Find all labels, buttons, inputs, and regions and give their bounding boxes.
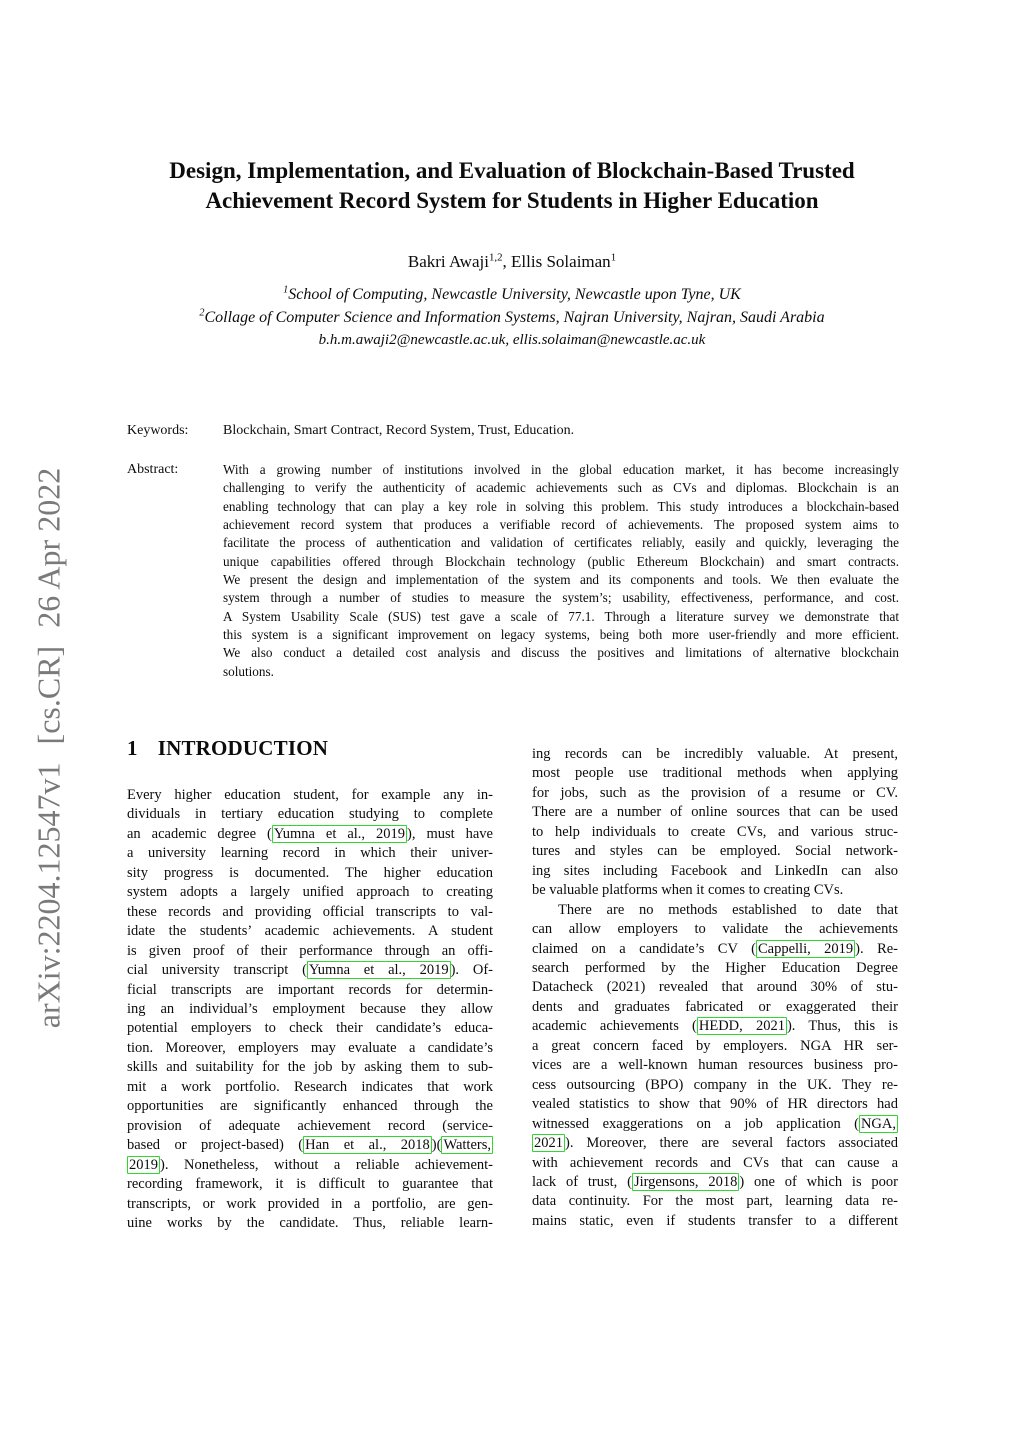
text-line: can allow employers to validate the achievements: [532, 921, 898, 938]
citation-link[interactable]: NGA,: [860, 1115, 896, 1132]
arxiv-category: [cs.CR]: [30, 645, 67, 745]
text-line: vealed statistics to show that 90% of HR directors had: [532, 1096, 898, 1113]
citation-link[interactable]: Cappelli, 2019: [757, 940, 854, 957]
text-line: system through a number of studies to measure the system’s; usability, effectiveness, performance, and cost.: [223, 590, 899, 606]
citation-link[interactable]: Watters,: [443, 1137, 491, 1154]
text-line: uine works by the candidate. Thus, reliable learn-: [127, 1214, 493, 1231]
text-line: tion. Moreover, employers may evaluate a candidate’s: [127, 1039, 493, 1056]
column-left: [127, 786, 493, 1233]
text-line: We present the design and implementation of the system and its components and tools. We then evaluate the: [223, 572, 899, 588]
text-line: solutions.: [223, 663, 274, 679]
text-line: There are no methods established to date that: [558, 901, 898, 918]
text-line: 2021 ). Moreover, there are several factors associated: [534, 1135, 898, 1152]
text-line: ing sites including Facebook and LinkedIn can also: [532, 862, 898, 879]
text-line: 2019 ). Nonetheless, without a reliable achievement-: [129, 1156, 493, 1173]
text-line: transcripts, or work provided in a portfolio, are gen-: [127, 1195, 493, 1212]
text-line: tures and styles can be employed. Social network-: [532, 843, 898, 860]
text-line: witnessed exaggerations on a job application ( NGA,: [532, 1115, 896, 1132]
text-line: ficial transcripts are important records for determin-: [127, 981, 493, 998]
text-line: sity progress is documented. The higher education: [127, 864, 493, 881]
affiliation-2: $^2$Collage of Computer Science and Information Systems, Najran University, Najran, Saudi Arabia: [199, 307, 825, 326]
text-line: provision of adequate achievement record (service-: [127, 1117, 493, 1134]
text-line: is given proof of their performance through an offi-: [127, 942, 493, 959]
text-line: mit a work portfolio. Research indicates that work: [127, 1078, 493, 1095]
paper-title-line-1: Design, Implementation, and Evaluation of Blockchain-Based Trusted: [169, 158, 855, 183]
citation-link[interactable]: Yumna et al., 2019: [308, 962, 449, 979]
abstract-label: Abstract:: [127, 462, 179, 477]
citation-link[interactable]: HEDD, 2021: [698, 1018, 785, 1035]
text-line: facilitate the process of authentication and validation of certificates reliably, easily and quickly, leveraging the: [223, 535, 899, 551]
keywords-text: Blockchain, Smart Contract, Record System, Trust, Education.: [223, 423, 575, 438]
text-line: There are a number of online sources that can be used: [532, 804, 898, 821]
text-line: unique capabilities offered through Blockchain technology (public Ethereum Blockchain) and smart contracts.: [223, 553, 899, 569]
section-number: 1: [127, 736, 138, 760]
text-line: this system is a significant improvement on legacy systems, being both more user-friendly and more efficient.: [223, 627, 899, 643]
superscript: 1: [283, 284, 289, 296]
section-heading-introduction: [127, 736, 328, 760]
authors-line: Bakri Awaji$^{1,2}$, Ellis Solaiman$^1$: [407, 251, 617, 271]
text-line: be valuable platforms when it comes to creating CVs.: [532, 882, 844, 899]
text-line: a university learning record in which their univer-: [127, 845, 493, 862]
text-line: most people use traditional methods when applying: [532, 765, 898, 782]
text-line: potential employers to check their candidate’s educa-: [127, 1020, 493, 1037]
arxiv-id: arXiv:2204.12547v1: [30, 762, 67, 1029]
abstract-text: [223, 461, 899, 681]
text-line: claimed on a candidate’s CV ( Cappelli, 2019 ). Re-: [532, 940, 899, 957]
text-line: idate the students’ academic achievements. A student: [127, 923, 493, 940]
text-line: dents and graduates fabricated or exaggerated their: [532, 998, 898, 1015]
paper-title: [0, 156, 1024, 216]
text-line: ing an individual’s employment because they allow: [127, 1000, 493, 1017]
citation-link[interactable]: Yumna et al., 2019: [273, 825, 406, 842]
text-line: opportunities are significantly enhanced through the: [127, 1098, 493, 1115]
text-line: these records and providing official transcripts to val-: [127, 903, 493, 920]
citation-link[interactable]: 2021: [534, 1135, 563, 1152]
text-line: recording framework, it is difficult to guarantee that: [127, 1176, 493, 1193]
text-line: for jobs, such as the provision of a resume or CV.: [532, 784, 898, 801]
affiliation-1: $^1$School of Computing, Newcastle University, Newcastle upon Tyne, UK: [283, 284, 741, 303]
text-line: dividuals in tertiary education studying to complete: [127, 806, 493, 823]
text-line: achievement record system that produces a verifiable record of achievements. The proposed system aims to: [223, 517, 899, 533]
text-line: skills and suitability for the job by asking them to sub-: [127, 1059, 493, 1076]
text-line: Datacheck (2021) revealed that around 30% of stu-: [532, 979, 898, 996]
text-line: search performed by the Higher Education Degree: [532, 959, 898, 976]
citation-link[interactable]: 2019: [129, 1156, 158, 1173]
text-line: Every higher education student, for example any in-: [127, 787, 493, 803]
text-line: challenging to verify the authenticity of academic achievements such as CVs and diplomas. Blockchain is an: [223, 480, 899, 496]
paper-title-line-2: Achievement Record System for Students in Higher Education: [205, 188, 819, 213]
text-line: academic achievements ( HEDD, 2021 ). Thus, this is: [532, 1018, 898, 1035]
affiliations-block: [0, 284, 1024, 352]
text-line: We also conduct a detailed cost analysis and discuss the positives and limitations of alternative blockchain: [223, 645, 899, 661]
keywords-label: Keywords:: [127, 423, 189, 438]
email-line: b.h.m.awaji2@newcastle.ac.uk, ellis.solaiman@newcastle.ac.uk: [318, 332, 706, 348]
column-right: [532, 745, 898, 1231]
text-line: an academic degree ( Yumna et al., 2019 ), must have: [127, 825, 493, 842]
text-line: a great concern faced by employers. NGA HR ser-: [532, 1037, 898, 1054]
superscript: 1: [610, 251, 617, 264]
citation-link[interactable]: Han et al., 2018: [305, 1137, 430, 1154]
text-line: system adopts a largely unified approach to creating: [127, 884, 493, 901]
superscript: 2: [199, 307, 205, 319]
section-title: INTRODUCTION: [157, 736, 329, 760]
text-line: enabling technology that can play a key role in solving this problem. This study introduces a blockchain-based: [223, 498, 899, 514]
text-line: cess outsourcing (BPO) company in the UK. They re-: [532, 1076, 898, 1093]
superscript: 1,2: [488, 251, 503, 264]
citation-link[interactable]: Jirgensons, 2018: [633, 1173, 738, 1190]
arxiv-date: 26 Apr 2022: [30, 467, 67, 628]
text-line: to help individuals to create CVs, and various struc-: [532, 823, 898, 840]
text-line: vices are a well-known human resources business pro-: [532, 1057, 898, 1074]
text-line: data continuity. For the most part, learning data re-: [532, 1193, 898, 1210]
text-line: With a growing number of institutions involved in the global education market, it has become increasingly: [223, 462, 899, 477]
text-line: ing records can be incredibly valuable. At present,: [532, 746, 898, 762]
text-line: cial university transcript ( Yumna et al., 2019 ). Of-: [127, 962, 493, 979]
text-line: A System Usability Scale (SUS) test gave a scale of 77.1. Through a literature survey we demonstrate that: [223, 608, 899, 624]
arxiv-watermark: [31, 459, 68, 1037]
text-line: with achievement records and CVs that can cause a: [532, 1154, 898, 1171]
text-line: mains static, even if students transfer to a different: [532, 1212, 898, 1229]
text-line: lack of trust, ( Jirgensons, 2018 ) one of which is poor: [532, 1173, 899, 1190]
text-line: based or project-based) ( Han et al., 2018 )( Watters,: [127, 1137, 491, 1154]
